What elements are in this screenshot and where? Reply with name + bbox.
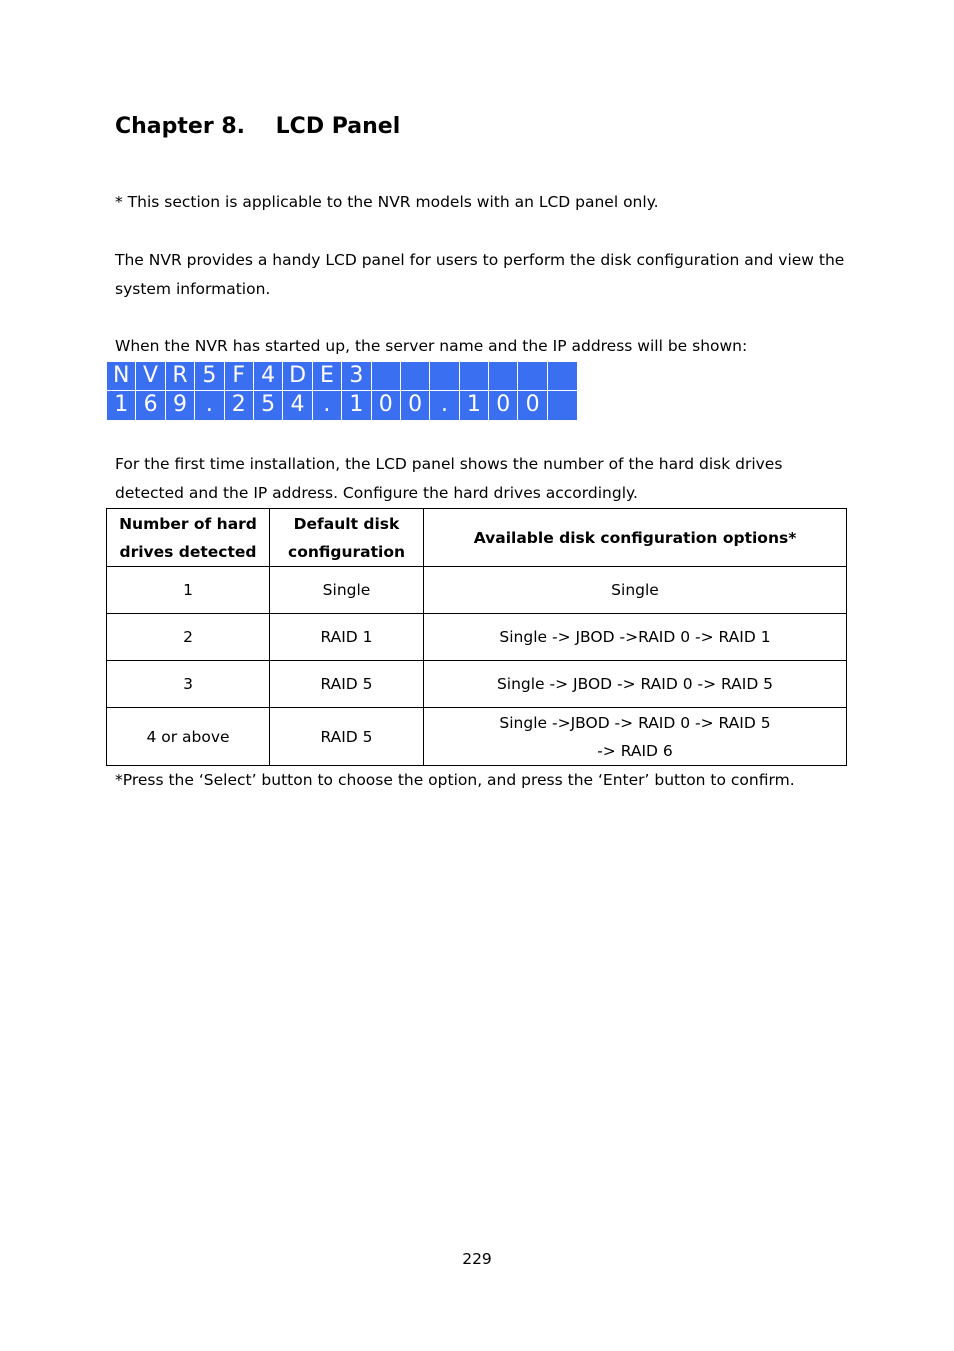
cell-options: Single -> JBOD ->RAID 0 -> RAID 1: [424, 614, 847, 661]
lcd-cell: 1: [107, 391, 136, 420]
lcd-cell: [548, 362, 577, 391]
first-install-paragraph: For the first time installation, the LCD panel shows the number of the hard disk drives detected and the IP address. Configure the hard drives accordingly.: [115, 455, 783, 502]
table-row: [107, 614, 847, 661]
lcd-display: [107, 362, 577, 420]
lcd-cell: [372, 362, 401, 391]
table-row: [107, 708, 847, 766]
lcd-cell: 6: [136, 391, 165, 420]
cell-options: Single: [424, 567, 847, 614]
lcd-cell: [518, 362, 547, 391]
lcd-cell: D: [283, 362, 312, 391]
lcd-cell: 1: [460, 391, 489, 420]
lcd-cell: E: [313, 362, 342, 391]
header-available-options: Available disk configuration options*: [424, 509, 847, 567]
lcd-cell: 0: [518, 391, 547, 420]
lcd-cell: 0: [401, 391, 430, 420]
lcd-cell: V: [136, 362, 165, 391]
cell-options-line: -> RAID 6: [597, 741, 673, 760]
cell-drives: 3: [107, 661, 270, 708]
cell-options: Single -> JBOD -> RAID 0 -> RAID 5: [424, 661, 847, 708]
lcd-cell: .: [195, 391, 224, 420]
table-row: [107, 567, 847, 614]
cell-drives: 1: [107, 567, 270, 614]
intro-paragraph: The NVR provides a handy LCD panel for users to perform the disk configuration and view the system information.: [115, 251, 845, 298]
cell-options-line: Single ->JBOD -> RAID 0 -> RAID 5: [499, 713, 771, 732]
lcd-cell: [401, 362, 430, 391]
lcd-cell: 3: [342, 362, 371, 391]
lcd-cell: 0: [372, 391, 401, 420]
footnote: *Press the ‘Select’ button to choose the option, and press the ‘Enter’ button to confirm.: [115, 771, 795, 789]
applicability-note: * This section is applicable to the NVR models with an LCD panel only.: [115, 193, 659, 211]
cell-default: Single: [270, 567, 424, 614]
lcd-cell: F: [225, 362, 254, 391]
lcd-cell: [430, 362, 459, 391]
table-header-row: [107, 509, 847, 567]
lcd-cell: .: [313, 391, 342, 420]
lcd-cell: 1: [342, 391, 371, 420]
cell-default: RAID 5: [270, 661, 424, 708]
lcd-cell: 0: [489, 391, 518, 420]
lcd-cell: R: [166, 362, 195, 391]
lcd-cell: 2: [225, 391, 254, 420]
lcd-cell: N: [107, 362, 136, 391]
cell-drives: 2: [107, 614, 270, 661]
chapter-title: Chapter 8. LCD Panel: [115, 114, 401, 139]
cell-drives: 4 or above: [107, 708, 270, 766]
header-drives-detected: Number of hard drives detected: [107, 509, 270, 567]
lcd-cell: 9: [166, 391, 195, 420]
lcd-cell: [489, 362, 518, 391]
cell-default: RAID 1: [270, 614, 424, 661]
lcd-cell: 4: [283, 391, 312, 420]
table-row: [107, 661, 847, 708]
lcd-cell: 5: [195, 362, 224, 391]
lcd-cell: 5: [254, 391, 283, 420]
startup-paragraph: When the NVR has started up, the server name and the IP address will be shown:: [115, 337, 748, 355]
lcd-cell: [460, 362, 489, 391]
cell-default: RAID 5: [270, 708, 424, 766]
lcd-cell: 4: [254, 362, 283, 391]
disk-config-table: [106, 508, 847, 766]
header-default-config: Default disk configuration: [270, 509, 424, 567]
page-number: 229: [462, 1250, 492, 1268]
lcd-cell: .: [430, 391, 459, 420]
lcd-cell: [548, 391, 577, 420]
cell-options: [424, 708, 847, 766]
